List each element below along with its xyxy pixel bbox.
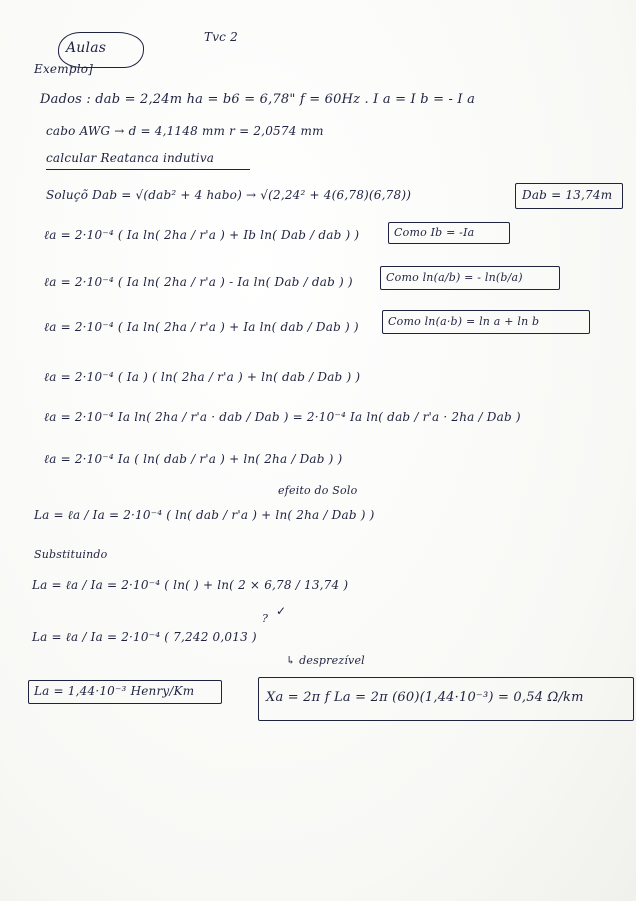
calcular-underline (46, 169, 250, 170)
header-ref: Tvc 2 (204, 30, 238, 44)
eq-5: ℓa = 2·10⁻⁴ Ia ln( 2ha / r'a · dab / Dab ) = 2·10⁻⁴ Ia ln( dab / r'a · 2ha / Dab ) (44, 410, 521, 424)
eq-1-note: Como Ib = -Ia (394, 226, 475, 239)
checkmark-icon: ✓ (276, 604, 287, 618)
eq-3: ℓa = 2·10⁻⁴ ( Ia ln( 2ha / r'a ) + Ia ln( dab / Dab ) ) (44, 320, 359, 334)
eq-2: ℓa = 2·10⁻⁴ ( Ia ln( 2ha / r'a ) - Ia ln( Dab / dab ) ) (44, 275, 353, 289)
eq-4: ℓa = 2·10⁻⁴ ( Ia ) ( ln( 2ha / r'a ) + ln( dab / Dab ) ) (44, 370, 361, 384)
eq-6: ℓa = 2·10⁻⁴ Ia ( ln( dab / r'a ) + ln( 2ha / Dab ) ) (44, 452, 343, 466)
result-xa: Xa = 2π f La = 2π (60)(1,44·10⁻³) = 0,54 Ω/km (266, 690, 584, 705)
line-solucao: Soluçõ Dab = √(dab² + 4 habo) → √(2,24² + 4(6,78)(6,78)) (46, 188, 412, 202)
line-cabo: cabo AWG → d = 4,1148 mm r = 2,0574 mm (46, 124, 324, 138)
label-desprezivel: ↳ desprezível (286, 654, 365, 667)
label-efeito-solo: efeito do Solo (278, 484, 358, 497)
eq-3-note: Como ln(a·b) = ln a + ln b (388, 315, 540, 328)
header-exemplo: Exemplo] (34, 62, 94, 76)
eq-1: ℓa = 2·10⁻⁴ ( Ia ln( 2ha / r'a ) + Ib ln( Dab / dab ) ) (44, 228, 360, 242)
label-substituindo: Substituindo (34, 548, 108, 561)
result-la: La = 1,44·10⁻³ Henry/Km (34, 684, 195, 698)
header-tag: Aulas (66, 40, 107, 56)
solucao-result: Dab = 13,74m (522, 188, 613, 202)
eq-2-note: Como ln(a/b) = - ln(b/a) (386, 271, 523, 284)
line-dados: Dados : dab = 2,24m ha = b6 = 6,78" f = 60Hz . I a = I b = - I a (40, 92, 476, 107)
line-calcular: calcular Reatanca indutiva (46, 151, 215, 165)
eq-9-question: ? (262, 612, 269, 625)
eq-8: La = ℓa / Ia = 2·10⁻⁴ ( ln( ) + ln( 2 × 6,78 / 13,74 ) (32, 578, 349, 592)
eq-7: La = ℓa / Ia = 2·10⁻⁴ ( ln( dab / r'a ) + ln( 2ha / Dab ) ) (34, 508, 375, 522)
eq-9: La = ℓa / Ia = 2·10⁻⁴ ( 7,242 0,013 ) (32, 630, 257, 644)
